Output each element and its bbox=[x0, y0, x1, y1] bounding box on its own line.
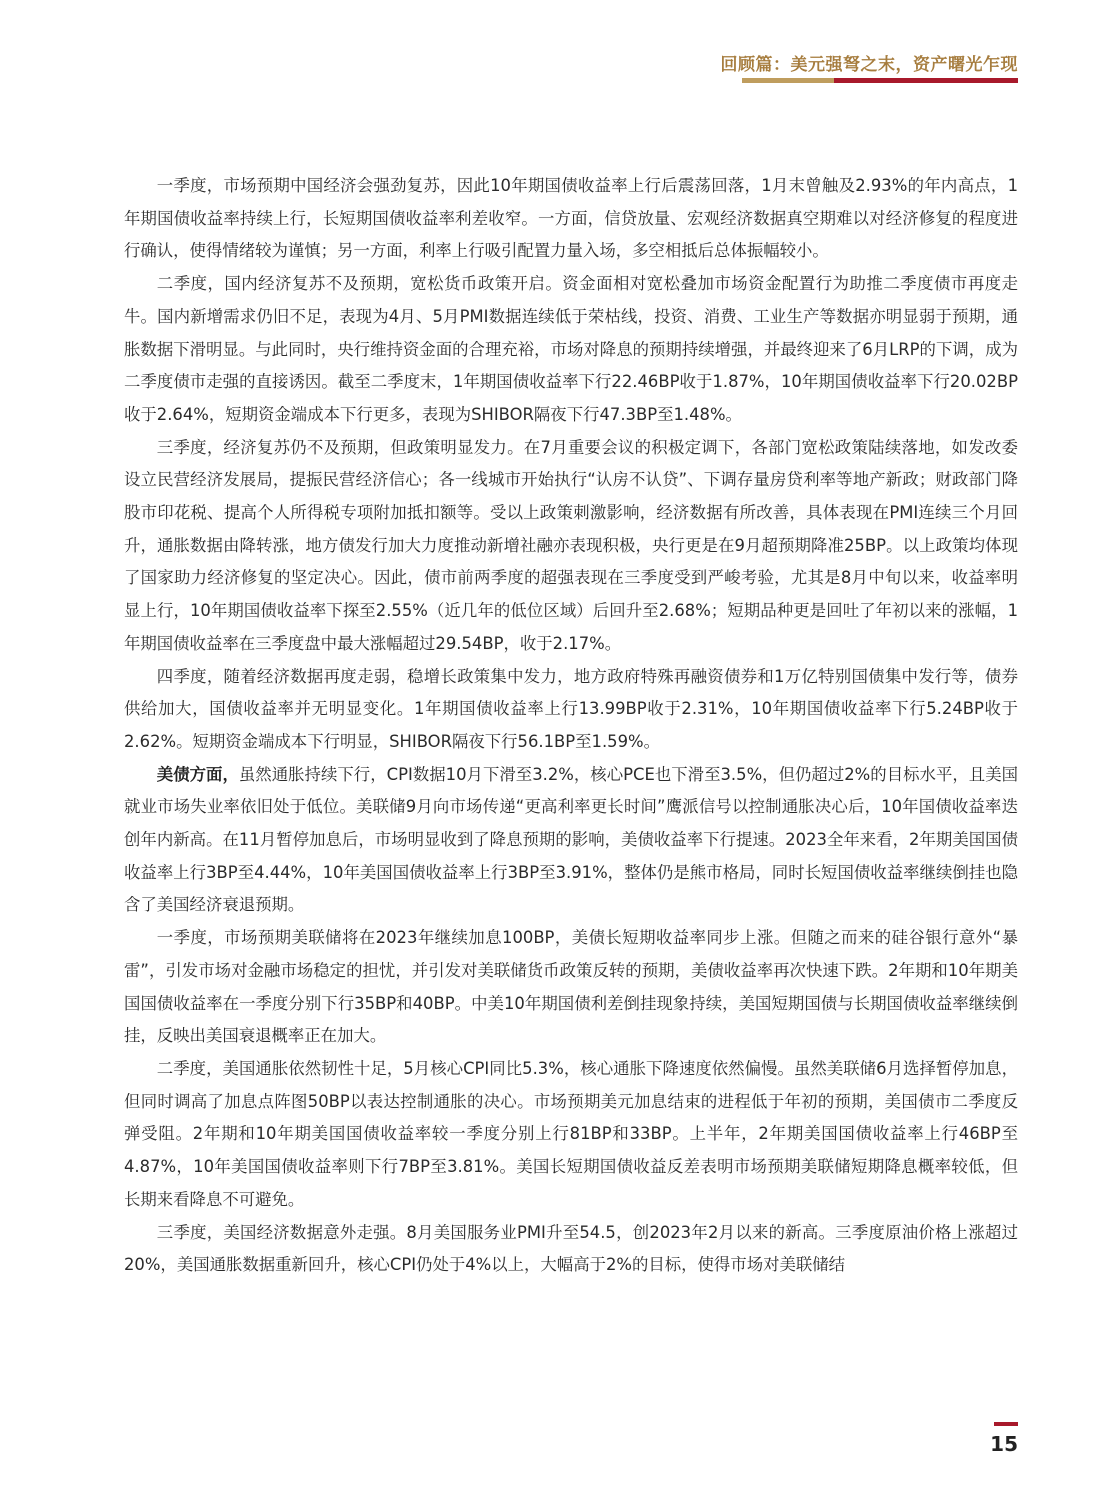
paragraph-cn-q1: 一季度，市场预期中国经济会强劲复苏，因此10年期国债收益率上行后震荡回落，1月末曾触及2.93%的年内高点，1年期国债收益率持续上行，长短期国债收益率利差收窄。一方面，信贷放量、宏观经济数据真空期难以对经济修复的程度进行确认，使得情绪较为谨慎；另一方面，利率上行吸引配置力量入场，多空相抵后总体振幅较小。 bbox=[124, 176, 1018, 261]
header-rule bbox=[742, 78, 1018, 83]
paragraph-us-overview: 美债方面，虽然通胀持续下行，CPI数据10月下滑至3.2%，核心PCE也下滑至3.5%，但仍超过2%的目标水平，且美国就业市场失业率依旧处于低位。美联储9月向市场传递“更高利率更长时间”鹰派信号以控制通胀决心后，10年国债收益率迭创年内新高。在11月暂停加息后，市场明显收到了降息预期的影响，美债收益率下行提速。2023全年来看，2年期美国国债收益率上行3BP至4.44%，10年美国国债收益率上行3BP至3.91%，整体仍是熊市格局，同时长短国债收益率继续倒挂也隐含了美国经济衰退预期。 bbox=[124, 764, 1018, 915]
page-number-mark bbox=[994, 1422, 1018, 1426]
paragraph-cn-q4: 四季度，随着经济数据再度走弱，稳增长政策集中发力，地方政府特殊再融资债券和1万亿特别国债集中发行等，债券供给加大，国债收益率并无明显变化。1年期国债收益率上行13.99BP收于2.31%，10年期国债收益率下行5.24BP收于2.62%。短期资金端成本下行明显，SHIBOR隔夜下行56.1BP至1.59%。 bbox=[124, 666, 1018, 751]
paragraph-us-q1: 一季度，市场预期美联储将在2023年继续加息100BP，美债长短期收益率同步上涨。但随之而来的硅谷银行意外“暴雷”，引发市场对金融市场稳定的担忧，并引发对美联储货币政策反转的预期，美债收益率再次快速下跌。2年期和10年期美国国债收益率在一季度分别下行35BP和40BP。中美10年期国债利差倒挂现象持续，美国短期国债与长期国债收益率继续倒挂，反映出美国衰退概率正在加大。 bbox=[124, 928, 1018, 1046]
paragraph-cn-q3: 三季度，经济复苏仍不及预期，但政策明显发力。在7月重要会议的积极定调下，各部门宽松政策陆续落地，如发改委设立民营经济发展局，提振民营经济信心；各一线城市开始执行“认房不认贷”、下调存量房贷利率等地产新政；财政部门降股市印花税、提高个人所得税专项附加抵扣额等。受以上政策刺激影响，经济数据有所改善，具体表现在PMI连续三个月回升，通胀数据由降转涨，地方债发行加大力度推动新增社融亦表现积极，央行更是在9月超预期降准25BP。以上政策均体现了国家助力经济修复的坚定决心。因此，债市前两季度的超强表现在三季度受到严峻考验，尤其是8月中旬以来，收益率明显上行，10年期国债收益率下探至2.55%（近几年的低位区域）后回升至2.68%；短期品种更是回吐了年初以来的涨幅，1年期国债收益率在三季度盘中最大涨幅超过29.54BP，收于2.17%。 bbox=[124, 437, 1018, 653]
paragraph-us-q3: 三季度，美国经济数据意外走强。8月美国服务业PMI升至54.5，创2023年2月以来的新高。三季度原油价格上涨超过20%，美国通胀数据重新回升，核心CPI仍处于4%以上，大幅高于2%的目标，使得市场对美联储结 bbox=[124, 1222, 1018, 1275]
paragraph-cn-q2: 二季度，国内经济复苏不及预期，宽松货币政策开启。资金面相对宽松叠加市场资金配置行为助推二季度债市再度走牛。国内新增需求仍旧不足，表现为4月、5月PMI数据连续低于荣枯线，投资、消费、工业生产等数据亦明显弱于预期，通胀数据下滑明显。与此同时，央行维持资金面的合理充裕，市场对降息的预期持续增强，并最终迎来了6月LRP的下调，成为二季度债市走强的直接诱因。截至二季度末，1年期国债收益率下行22.46BP收于1.87%，10年期国债收益率下行20.02BP收于2.64%，短期资金端成本下行更多，表现为SHIBOR隔夜下行47.3BP至1.48%。 bbox=[124, 274, 1018, 424]
body-text bbox=[124, 170, 1018, 1282]
header-rule-red-segment bbox=[834, 78, 1018, 83]
paragraph-lead-bold: 美债方面， bbox=[156, 764, 239, 784]
running-header-title: 回顾篇：美元强弩之末，资产曙光乍现 bbox=[720, 55, 1018, 75]
paragraph-us-q2: 二季度，美国通胀依然韧性十足，5月核心CPI同比5.3%，核心通胀下降速度依然偏慢。虽然美联储6月选择暂停加息，但同时调高了加息点阵图50BP以表达控制通胀的决心。市场预期美元加息结束的进程低于年初的预期，美国债市二季度反弹受阻。2年期和10年期美国国债收益率较一季度分别上行81BP和33BP。上半年，2年期美国国债收益率上行46BP至4.87%，10年美国国债收益率则下行7BP至3.81%。美国长短期国债收益反差表明市场预期美联储短期降息概率较低，但长期来看降息不可避免。 bbox=[124, 1058, 1018, 1209]
header-rule-gold-segment bbox=[742, 78, 834, 83]
page-number: 15 bbox=[990, 1432, 1018, 1456]
